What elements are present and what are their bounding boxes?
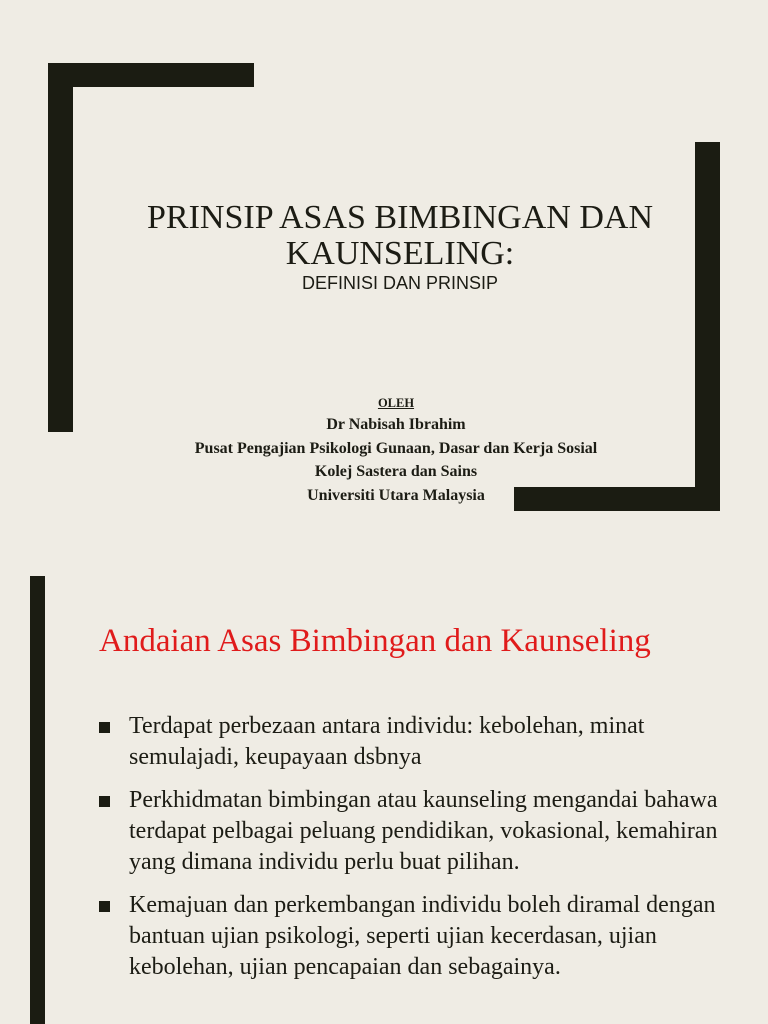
- list-item: [96, 785, 726, 878]
- author-university: Universiti Utara Malaysia: [307, 486, 485, 504]
- author-department: Pusat Pengajian Psikologi Gunaan, Dasar dan Kerja Sosial: [194, 439, 598, 457]
- square-bullet-icon: [99, 722, 110, 733]
- content-slide: [0, 548, 768, 1024]
- list-item: [96, 890, 726, 983]
- square-bullet-icon: [99, 796, 110, 807]
- list-item-text: Perkhidmatan bimbingan atau kaunseling mengandai bahawa terdapat pelbagai peluang pendidikan, vokasional, kemahiran yang dimana individu perlu buat pilihan.: [129, 787, 718, 875]
- author-name: Dr Nabisah Ibrahim: [326, 416, 466, 433]
- slide-heading: Andaian Asas Bimbingan dan Kaunseling: [99, 623, 651, 659]
- slide-title: PRINSIP ASAS BIMBINGAN DAN KAUNSELING:: [147, 199, 653, 272]
- frame-bottom-right-vertical: [695, 142, 720, 511]
- slide-subtitle: DEFINISI DAN PRINSIP: [301, 273, 499, 293]
- bullet-list: [96, 711, 726, 995]
- list-item: [96, 711, 726, 773]
- list-item-text: Terdapat perbezaan antara individu: kebolehan, minat semulajadi, keupayaan dsbnya: [129, 713, 645, 770]
- author-label: OLEH: [377, 396, 415, 410]
- list-item-text: Kemajuan dan perkembangan individu boleh diramal dengan bantuan ujian psikologi, seperti ujian kecerdasan, ujian kebolehan, ujian pencapaian dan sebagainya.: [129, 892, 716, 980]
- frame-top-left-vertical: [48, 63, 73, 432]
- author-block: [96, 393, 696, 507]
- square-bullet-icon: [99, 901, 110, 912]
- left-accent-bar: [30, 576, 45, 1024]
- frame-top-left-horizontal: [48, 63, 254, 87]
- author-college: Kolej Sastera dan Sains: [314, 463, 478, 480]
